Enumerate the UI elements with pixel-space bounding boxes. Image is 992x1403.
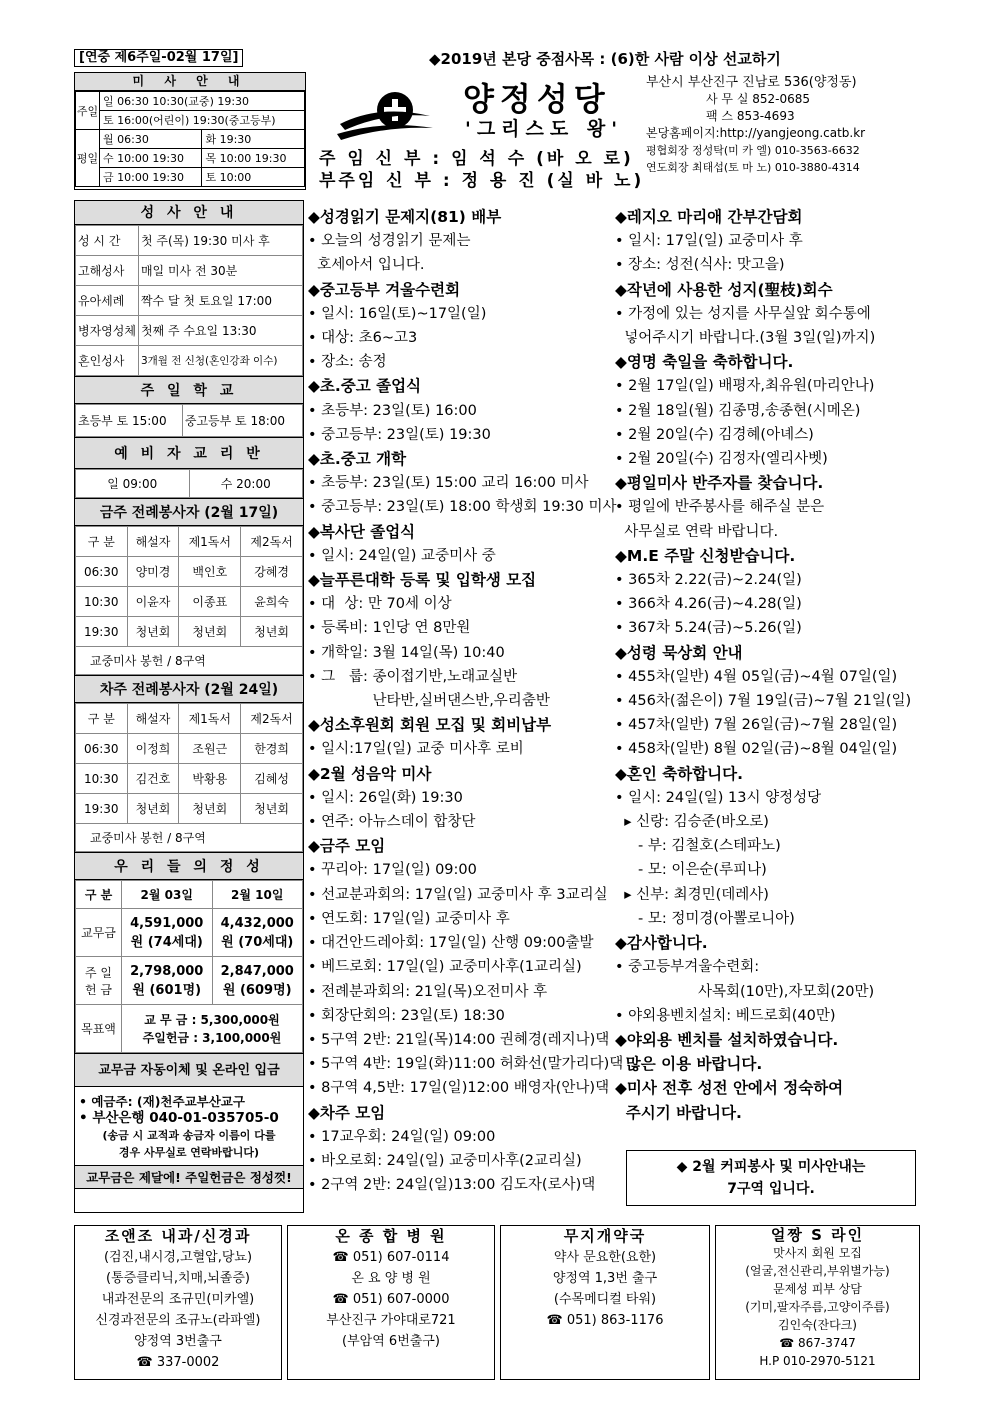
offerings-title: 우 리 들 의 정 성: [75, 852, 303, 880]
news-item: • 458차(일반) 8월 02일(금)~8월 04일(일): [615, 741, 898, 758]
weekday-label: 평일: [76, 130, 100, 187]
news-item: • 8구역 4,5반: 17일(일)12:00 배영자(안나)댁: [308, 1080, 610, 1097]
parish-subtitle: '그리스도 왕': [465, 118, 624, 140]
ad-line: 내과전문의 조규민(미카엘): [101, 1292, 255, 1307]
servers-cell: 10:30: [76, 764, 128, 794]
mass-schedule-box: [74, 72, 306, 190]
offerings-amount: 2,798,000원 (601명): [122, 957, 213, 1005]
news-item: • 일시: 17일(일) 교중미사 후: [615, 233, 803, 250]
notice-line: 7구역 입니다.: [727, 1181, 815, 1197]
news-item: • 2월 18일(월) 김종명,송종현(시메온): [615, 402, 861, 419]
servers-cell: 이정희: [127, 734, 179, 764]
ad-line: H.P 010-2970-5121: [759, 1354, 876, 1368]
weekday-mass: 화 19:30: [202, 130, 305, 149]
ad-line: 양정역 3번출구: [134, 1334, 222, 1349]
sacrament-name: 성 시 간: [76, 226, 139, 256]
news-item: • 2구역 2반: 24일(일)13:00 김도자(로사)댁: [308, 1177, 596, 1194]
servers-this-week-title: 금주 전례봉사자 (2월 17일): [75, 498, 303, 526]
news-item: 호세아서 입니다.: [308, 257, 425, 274]
servers-head: 해설자: [127, 527, 179, 557]
sunday-mass-2: 토 16:00(어린이) 19:30(중고등부): [100, 111, 305, 130]
news-heading: 주시기 바랍니다.: [615, 1103, 742, 1122]
news-item: ▸ 신랑: 김승준(바오로): [615, 814, 769, 831]
parish-logo-icon: [335, 82, 435, 142]
servers-cell: 김건호: [127, 764, 179, 794]
news-heading: ◆초.중고 개학: [308, 450, 407, 469]
news-heading: ◆성소후원회 회원 모집 및 회비납부: [308, 716, 552, 735]
servers-head: 제2독서: [241, 704, 303, 734]
ad-line: ☎ 337-0002: [136, 1355, 220, 1370]
news-item: • 가정에 있는 성지를 사무실앞 회수통에: [615, 305, 871, 322]
news-heading: ◆야외용 벤치를 설치하였습니다.: [615, 1030, 839, 1049]
ad-line: ☎ 867-3747: [779, 1336, 856, 1350]
news-item: • 베드로회: 17일(일) 교중미사후(1교리실): [308, 959, 582, 976]
ad-line: 문제성 피부 상담: [773, 1282, 862, 1296]
news-item: 넣어주시기 바랍니다.(3월 3일(일)까지): [615, 330, 876, 347]
ad-line: (얼굴,전신관리,부위별가능): [745, 1264, 890, 1278]
ad-line: 온 요 양 병 원: [351, 1271, 431, 1286]
news-heading: ◆혼인 축하합니다.: [615, 764, 744, 783]
notice-line: ◆ 2월 커피봉사 및 미사안내는: [676, 1159, 866, 1175]
news-item: • 전례분과회의: 21일(목)오전미사 후: [308, 983, 548, 1000]
sunday-mass-1: 일 06:30 10:30(교중) 19:30: [100, 92, 305, 111]
school-time: 초등부 토 15:00: [76, 405, 183, 437]
bank-title: 교무금 자동이체 및 온라인 입금: [75, 1053, 303, 1087]
edition-label: [연중 제6주일-02월 17일]: [74, 49, 243, 67]
servers-cell: 강혜경: [241, 557, 303, 587]
ad-line: 신경과전문의 조규노(라파엘): [95, 1313, 261, 1328]
news-item: • 5구역 4반: 19일(화)11:00 허화선(말가리다)댁: [308, 1056, 624, 1073]
news-item: • 선교분과회의: 17일(일) 교중미사 후 3교리실: [308, 886, 608, 903]
goal-sunday: 주일헌금 : 3,100,000원: [142, 1030, 282, 1045]
parish-contact: [646, 74, 921, 176]
parish-name: 양정성당: [463, 80, 611, 118]
ad-line: 부산진구 가야대로721: [326, 1313, 456, 1328]
sacrament-time: 짝수 달 첫 토요일 17:00: [138, 286, 302, 316]
news-heading: ◆초.중고 졸업식: [308, 377, 422, 396]
news-item: - 부: 김철호(스테파노): [615, 838, 781, 855]
news-item: ▸ 신부: 최경민(데레사): [615, 886, 769, 903]
bank-holder: • 예금주: (재)천주교부산교구: [79, 1094, 245, 1109]
news-item: 사목회(10만),자모회(20만): [615, 983, 875, 1000]
news-item: • 366차 4.26(금)~4.28(일): [615, 596, 802, 613]
news-heading: ◆평일미사 반주자를 찾습니다.: [615, 474, 824, 493]
servers-cell: 청년회: [179, 617, 241, 647]
servers-cell: 19:30: [76, 617, 128, 647]
weekday-mass: 금 10:00 19:30: [100, 168, 202, 187]
servers-cell: 김혜성: [241, 764, 303, 794]
news-item: • 초등부: 23일(토) 16:00: [308, 402, 477, 419]
offerings-label: 교무금: [76, 909, 122, 957]
servers-cell: 양미경: [127, 557, 179, 587]
news-item: • 그 룹: 종이접기반,노래교실반: [308, 668, 518, 685]
ad-massage: [715, 1225, 920, 1380]
ad-line: ☎ 051) 863-1176: [546, 1313, 664, 1328]
news-item: • 367차 5.24(금)~5.26(일): [615, 620, 802, 637]
news-heading: ◆레지오 마리애 간부간담회: [615, 208, 803, 226]
news-item: • 대상: 초6~고3: [308, 330, 418, 347]
news-heading: ◆금주 모임: [308, 837, 386, 856]
news-heading: ◆차주 모임: [308, 1103, 386, 1122]
ad-line: (수목메디컬 타워): [553, 1292, 657, 1307]
homepage-link[interactable]: 본당홈페이지:http://yangjeong.catb.kr: [646, 126, 866, 140]
news-heading: ◆영명 축일을 축하합니다.: [615, 353, 794, 372]
servers-cell: 이종표: [179, 587, 241, 617]
news-item: • 장소: 송정: [308, 354, 387, 371]
ad-title: 온 종 합 병 원: [335, 1227, 447, 1245]
servers-head: 제2독서: [241, 527, 303, 557]
catechumen-title: 예 비 자 교 리 반: [75, 437, 303, 469]
offerings-amount: 4,432,000원 (70세대): [212, 909, 303, 957]
servers-cell: 한경희: [241, 734, 303, 764]
news-item: • 중고등부: 23일(토) 18:00 학생회 19:30 미사: [308, 499, 617, 516]
assistant-pastor-line: 부주임 신 부 : 정 용 진 (실 바 노): [319, 171, 645, 191]
left-info-column: [74, 200, 304, 1213]
news-column-left: [308, 205, 624, 1197]
servers-this-week-table: [75, 526, 303, 675]
news-item: - 모: 정미경(아뽈로니아): [615, 910, 795, 927]
news-item: • 457차(일반) 7월 26일(금)~7월 28일(일): [615, 717, 898, 734]
ad-line: (검진,내시경,고혈압,당뇨): [103, 1250, 253, 1265]
weekday-mass: 월 06:30: [100, 130, 202, 149]
offerings-head: 2월 03일: [122, 881, 213, 909]
news-item: • 오늘의 성경읽기 문제는: [308, 233, 471, 250]
ad-title: 얼짱 S 라인: [770, 1226, 865, 1244]
servers-head: 구 분: [76, 704, 128, 734]
offering-assignment: 교중미사 봉헌 / 8구역: [76, 647, 303, 675]
ad-pharmacy: [500, 1225, 710, 1380]
offerings-head: 2월 10일: [212, 881, 303, 909]
parish-logo-block: [315, 72, 645, 192]
news-item: • 일시: 24일(일) 13시 양정성당: [615, 789, 822, 806]
news-item: • 일시: 26일(화) 19:30: [308, 789, 463, 806]
servers-next-week-table: [75, 703, 303, 852]
servers-cell: 10:30: [76, 587, 128, 617]
news-heading: ◆늘푸른대학 등록 및 입학생 모집: [308, 571, 537, 590]
news-heading: 많은 이용 바랍니다.: [615, 1055, 763, 1074]
offerings-label: 주 일 헌 금: [76, 957, 122, 1005]
goal-tithe: 교 무 금 : 5,300,000원: [144, 1012, 280, 1027]
ad-title: 조앤조 내과/신경과: [104, 1227, 252, 1245]
news-item: • 일시: 16일(토)~17일(일): [308, 305, 487, 322]
news-heading: ◆성경읽기 문제지(81) 배부: [308, 208, 502, 226]
sacraments-table: [75, 225, 303, 376]
news-item: • 초등부: 23일(토) 15:00 교리 16:00 미사: [308, 475, 589, 492]
servers-head: 해설자: [127, 704, 179, 734]
sunday-school-table: [75, 404, 303, 437]
weekday-mass: 토 10:00: [202, 168, 305, 187]
news-item: • 야외용벤치설치: 베드로회(40만): [615, 1007, 836, 1024]
servers-cell: 백인호: [179, 557, 241, 587]
ad-line: (부암역 6번출구): [342, 1334, 440, 1349]
servers-cell: 06:30: [76, 734, 128, 764]
goal-label: 목표액: [76, 1005, 122, 1053]
parish-address: 부산시 부산진구 진남로 536(양정동): [646, 75, 857, 90]
servers-cell: 윤희숙: [241, 587, 303, 617]
news-item: • 평일에 반주봉사를 해주실 분은: [615, 499, 825, 516]
news-item: 난타반,실버댄스반,우리춤반: [308, 693, 550, 710]
ad-line: ☎ 051) 607-0114: [332, 1250, 450, 1265]
sunday-school-title: 주 일 학 교: [75, 376, 303, 404]
sacraments-title: 성 사 안 내: [75, 201, 303, 225]
offerings-table: [75, 880, 303, 1053]
ad-clinic: [74, 1225, 282, 1380]
news-item: • 17교우회: 24일(일) 09:00: [308, 1128, 496, 1145]
ad-line: 맛사지 회원 모집: [773, 1246, 862, 1260]
mass-schedule-title: 미 사 안 내: [75, 73, 305, 91]
weekday-mass: 목 10:00 19:30: [202, 149, 305, 168]
servers-cell: 청년회: [179, 794, 241, 824]
servers-cell: 청년회: [127, 794, 179, 824]
news-heading: ◆M.E 주말 신청받습니다.: [615, 546, 796, 565]
pastor-line: 주 임 신 부 : 임 석 수 (바 오 로): [319, 149, 634, 169]
sacrament-name: 병자영성체: [76, 316, 139, 346]
bank-note: 경우 사무실로 연락바랍니다): [118, 1146, 260, 1159]
servers-cell: 19:30: [76, 794, 128, 824]
sacrament-name: 고해성사: [76, 256, 139, 286]
news-heading: ◆2월 성음악 미사: [308, 764, 432, 783]
servers-next-week-title: 차주 전례봉사자 (2월 24일): [75, 675, 303, 703]
news-column-right: [615, 205, 920, 1125]
news-item: • 장소: 성전(식사: 맛고을): [615, 257, 785, 274]
news-item: • 등록비: 1인당 연 8만원: [308, 620, 471, 637]
sacrament-time: 첫째 주 수요일 13:30: [138, 316, 302, 346]
bank-info: [75, 1087, 303, 1165]
servers-cell: 조원근: [179, 734, 241, 764]
news-item: • 연도회: 17일(일) 교중미사 후: [308, 910, 510, 927]
news-heading: ◆성령 묵상회 안내: [615, 643, 743, 662]
news-heading: ◆미사 전후 성전 안에서 정숙하여: [615, 1079, 844, 1098]
sacrament-name: 유아세례: [76, 286, 139, 316]
news-item: • 455차(일반) 4월 05일(금)~4월 07일(일): [615, 668, 898, 685]
council-contact-1: 평협회장 정성탁(미 카 엘) 010-3563-6632: [646, 144, 860, 157]
news-item: • 회장단회의: 23일(토) 18:30: [308, 1007, 505, 1024]
news-item: • 2월 20일(수) 김정자(엘리사벳): [615, 451, 828, 468]
mass-table: [75, 91, 305, 187]
weekday-mass: 수 10:00 19:30: [100, 149, 202, 168]
offerings-head: 구 분: [76, 881, 122, 909]
servers-cell: 청년회: [127, 617, 179, 647]
council-contact-2: 연도회장 최태섭(토 마 노) 010-3880-4314: [646, 161, 860, 174]
news-item: • 365차 2.22(금)~2.24(일): [615, 572, 802, 589]
sacrament-name: 혼인성사: [76, 346, 139, 376]
news-heading: ◆중고등부 겨울수련회: [308, 280, 461, 299]
catechumen-time: 일 09:00: [76, 470, 190, 498]
ad-line: ☎ 051) 607-0000: [332, 1292, 450, 1307]
catechumen-table: [75, 469, 303, 498]
news-item: 사무실로 연락 바랍니다.: [615, 523, 779, 540]
ad-line: (기미,팔자주름,고양이주름): [745, 1300, 890, 1314]
news-item: • 일시: 24일(일) 교중미사 중: [308, 547, 496, 564]
ad-line: (통증클리닉,치매,뇌졸증): [106, 1271, 250, 1286]
news-item: • 개학일: 3월 14일(목) 10:40: [308, 644, 505, 661]
news-item: • 2월 17일(일) 배평자,최유원(마리안나): [615, 378, 875, 395]
ad-line: 김인숙(잔다크): [778, 1318, 857, 1332]
news-item: • 일시:17일(일) 교중 미사후 로비: [308, 741, 524, 758]
news-item: - 모: 이은순(루피나): [615, 862, 767, 879]
news-item: • 연주: 아뉴스데이 합창단: [308, 814, 476, 831]
servers-cell: 박황용: [179, 764, 241, 794]
news-heading: ◆복사단 졸업식: [308, 522, 416, 541]
sacrament-time: 첫 주(목) 19:30 미사 후: [138, 226, 302, 256]
news-item: • 꾸리아: 17일(일) 09:00: [308, 862, 477, 879]
bank-footer: 교무금은 제달에! 주일헌금은 정성껏!: [75, 1165, 303, 1189]
news-item: • 대건안드레아회: 17일(일) 산행 09:00출발: [308, 935, 594, 952]
ad-line: 양정역 1,3번 출구: [552, 1271, 658, 1286]
servers-cell: 청년회: [241, 794, 303, 824]
offering-assignment: 교중미사 봉헌 / 8구역: [76, 824, 303, 852]
servers-head: 구 분: [76, 527, 128, 557]
news-heading: ◆작년에 사용한 성지(聖枝)회수: [615, 280, 833, 299]
office-phone: 사 무 실 852-0685: [706, 92, 810, 106]
ad-hospital: [287, 1225, 495, 1380]
news-heading: ◆감사합니다.: [615, 934, 708, 953]
news-item: • 2월 20일(수) 김경혜(아녜스): [615, 426, 814, 443]
news-item: • 중고등부겨울수련회:: [615, 959, 760, 976]
school-time: 중고등부 토 18:00: [182, 405, 302, 437]
news-item: • 대 상: 만 70세 이상: [308, 596, 452, 613]
news-item: • 5구역 2반: 21일(목)14:00 권혜경(레지나)댁: [308, 1031, 610, 1048]
ad-title: 무지개약국: [563, 1227, 647, 1245]
catechumen-time: 수 20:00: [189, 470, 303, 498]
ad-line: 약사 문요한(요한): [553, 1250, 657, 1265]
fax-number: 팩 스 853-4693: [706, 109, 795, 123]
offerings-amount: 4,591,000원 (74세대): [122, 909, 213, 957]
header-bar: [74, 47, 919, 69]
bank-account: • 부산은행 040-01-035705-0: [79, 1110, 279, 1126]
bank-note: (송금 시 교적과 송금자 이름이 다를: [102, 1129, 276, 1142]
servers-cell: 청년회: [241, 617, 303, 647]
coffee-notice: [626, 1150, 916, 1206]
sunday-label: 주일: [76, 92, 100, 130]
servers-cell: 06:30: [76, 557, 128, 587]
servers-head: 제1독서: [179, 704, 241, 734]
news-item: • 중고등부: 23일(토) 19:30: [308, 426, 491, 443]
news-item: • 바오로회: 24일(일) 교중미사후(2교리실): [308, 1152, 582, 1169]
pastoral-motto: ◆2019년 본당 중점사목 : (6)한 사람 이상 선교하기: [429, 50, 781, 68]
servers-head: 제1독서: [179, 527, 241, 557]
offerings-amount: 2,847,000원 (609명): [212, 957, 303, 1005]
sacrament-time: 3개월 전 신청(혼인강좌 이수): [138, 346, 302, 376]
servers-cell: 이윤자: [127, 587, 179, 617]
sacrament-time: 매일 미사 전 30분: [138, 256, 302, 286]
news-item: • 456차(젊은이) 7월 19일(금)~7월 21일(일): [615, 693, 912, 710]
